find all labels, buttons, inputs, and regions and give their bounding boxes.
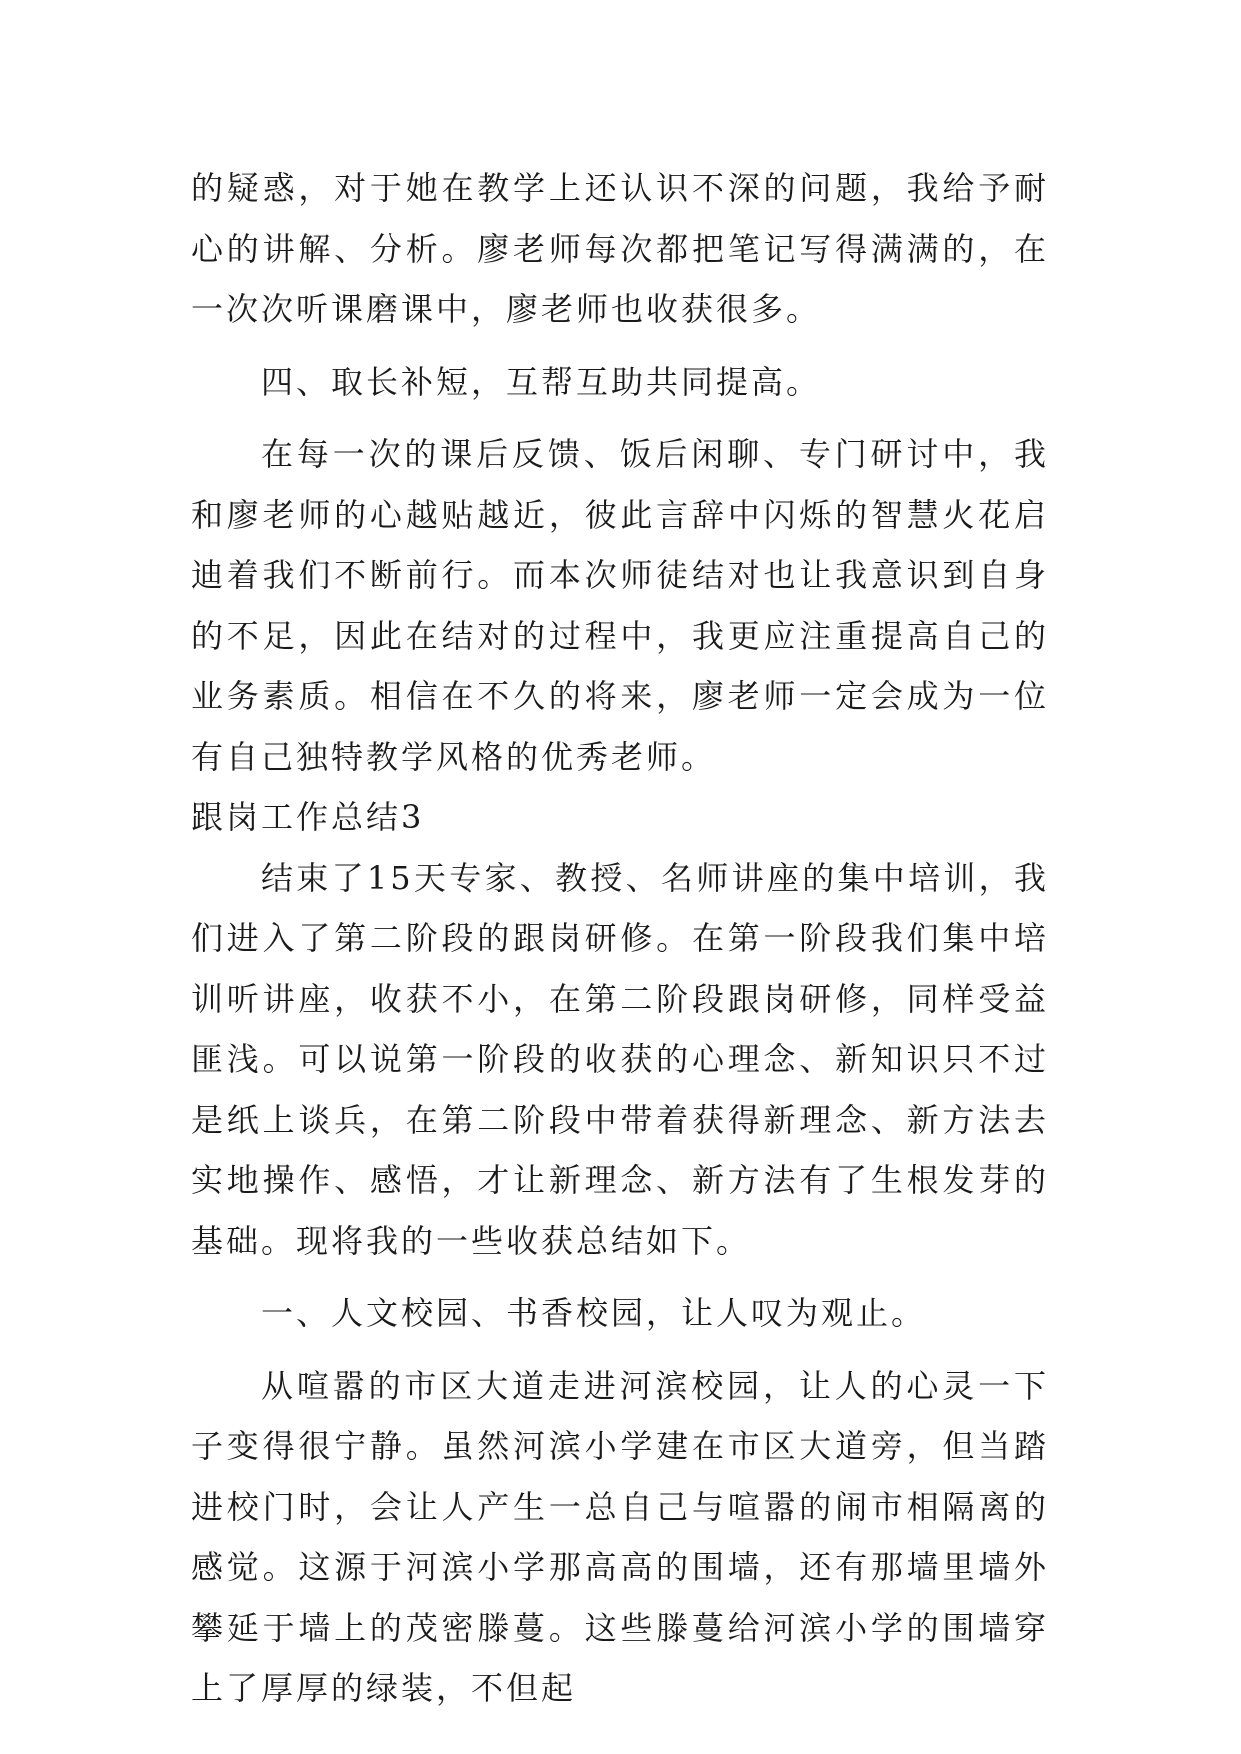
paragraph-intro: 结束了15天专家、教授、名师讲座的集中培训，我们进入了第二阶段的跟岗研修。在第一阶段我们集中培训听讲座，收获不小，在第二阶段跟岗研修，同样受益匪浅。可以说第一阶段的收获的心理念、新知识只不过是纸上谈兵，在第二阶段中带着获得新理念、新方法去实地操作、感悟，才让新理念、新方法有了生根发芽的基础。现将我的一些收获总结如下。 [191,858,1049,1260]
document-body [191,158,1049,1719]
paragraph-continued: 的疑惑，对于她在教学上还认识不深的问题，我给予耐心的讲解、分析。廖老师每次都把笔记写得满满的，在一次次听课磨课中，廖老师也收获很多。 [191,169,1049,328]
document-title: 跟岗工作总结3 [191,798,425,836]
section-heading-four: 四、取长补短，互帮互助共同提高。 [261,362,822,401]
section-heading-one: 一、人文校园、书香校园，让人叹为观止。 [261,1294,927,1332]
paragraph-campus: 从喧嚣的市区大道走进河滨校园，让人的心灵一下子变得很宁静。虽然河滨小学建在市区大道旁，但当踏进校门时，会让人产生一总自己与喧嚣的闹市相隔离的感觉。这源于河滨小学那高高的围墙，还有那墙里墙外攀延于墙上的茂密滕蔓。这些滕蔓给河滨小学的围墙穿上了厚厚的绿装，不但起 [191,1366,1049,1707]
paragraph-mentoring: 在每一次的课后反馈、饭后闲聊、专门研讨中，我和廖老师的心越贴越近，彼此言辞中闪烁的智慧火花启迪着我们不断前行。而本次师徒结对也让我意识到自身的不足，因此在结对的过程中，我更应注重提高自己的业务素质。相信在不久的将来，廖老师一定会成为一位有自己独特教学风格的优秀老师。 [191,435,1049,776]
